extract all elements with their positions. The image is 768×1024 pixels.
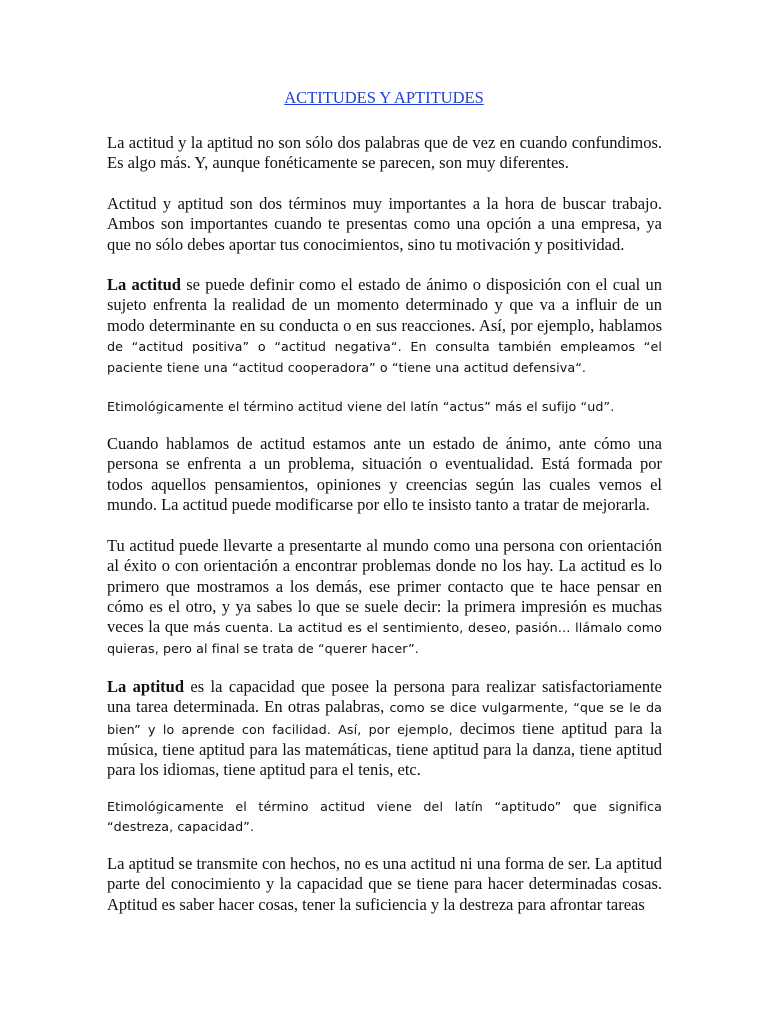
paragraph-importance: Actitud y aptitud son dos términos muy importantes a la hora de buscar trabajo. Ambos son importantes cuando te presentas como una opción a una empresa, ya que no sólo debes aportar tus conocimientos, sino tu motivación y positividad. [107,194,662,254]
paragraph-actitud-state: Cuando hablamos de actitud estamos ante un estado de ánimo, ante cómo una persona se enfrenta a un problema, situación o eventualidad. Está formada por todos aquellos pensamientos, opiniones y creencias según las cuales vemos el mundo. La actitud puede modificarse por ello te insisto tanto a tratar de mejorarla. [107,434,662,514]
orientation-text-sans: más cuenta. La actitud es el sentimiento, deseo, pasión… llámalo como quieras, pero al final se trata de “querer hacer”. [107,620,663,657]
paragraph-actitud-definition [107,275,662,378]
aptitud-definition-text: es la capacidad que posee la persona para realizar satisfactoriamente una tarea determinada. En otras palabras, [107,677,662,717]
document-title[interactable]: ACTITUDES Y APTITUDES [284,88,484,107]
paragraph-intro: La actitud y la aptitud no son sólo dos palabras que de vez en cuando confundimos. Es algo más. Y, aunque fonéticamente se parecen, son muy diferentes. [107,133,662,173]
orientation-text: Tu actitud puede llevarte a presentarte al mundo como una persona con orientación al éxito o con orientación a encontrar problemas donde no los hay. La actitud es lo primero que mostramos a los demás, ese primer contacto que te hace pensar en cómo es el otro, y ya sabes lo que se suele decir: la primera impresión es muchas veces la que [107,536,662,637]
term-la-aptitud: La aptitud [107,677,184,696]
aptitud-colloquial-text: como se dice vulgarmente, “que se le da bien” y lo aprende con facilidad. Así, por ejemplo, [107,700,663,737]
paragraph-aptitud-facts: La aptitud se transmite con hechos, no es una actitud ni una forma de ser. La aptitud parte del conocimiento y la capacidad que se tiene para hacer determinadas cosas. Aptitud es saber hacer cosas, tener la suficiencia y la destreza para afrontar tareas [107,854,662,914]
actitud-examples-text: de “actitud positiva” o “actitud negativa“. En consulta también empleamos “el paciente tiene una “actitud cooperadora” o “tiene una actitud defensiva“. [107,338,662,376]
paragraph-actitud-etymology: Etimológicamente el término actitud viene del latín “actus” más el sufijo “ud”. [107,399,615,414]
paragraph-actitud-orientation [107,536,662,660]
paragraph-aptitud-definition [107,677,662,780]
actitud-definition-text: se puede definir como el estado de ánimo o disposición con el cual un sujeto enfrenta la realidad de un momento determinado y que va a influir de un modo determinante en su conducta o en sus reacciones. Así, por ejemplo, hablamos [107,275,662,335]
paragraph-aptitud-etymology: Etimológicamente el término actitud viene del latín “aptitudo” que significa “destreza, capacidad”. [107,799,662,835]
aptitud-examples-text: decimos tiene aptitud para la música, tiene aptitud para las matemáticas, tiene aptitud para la danza, tiene aptitud para los idiomas, tiene aptitud para el tenis, etc. [107,718,662,780]
term-la-actitud: La actitud [107,275,181,294]
